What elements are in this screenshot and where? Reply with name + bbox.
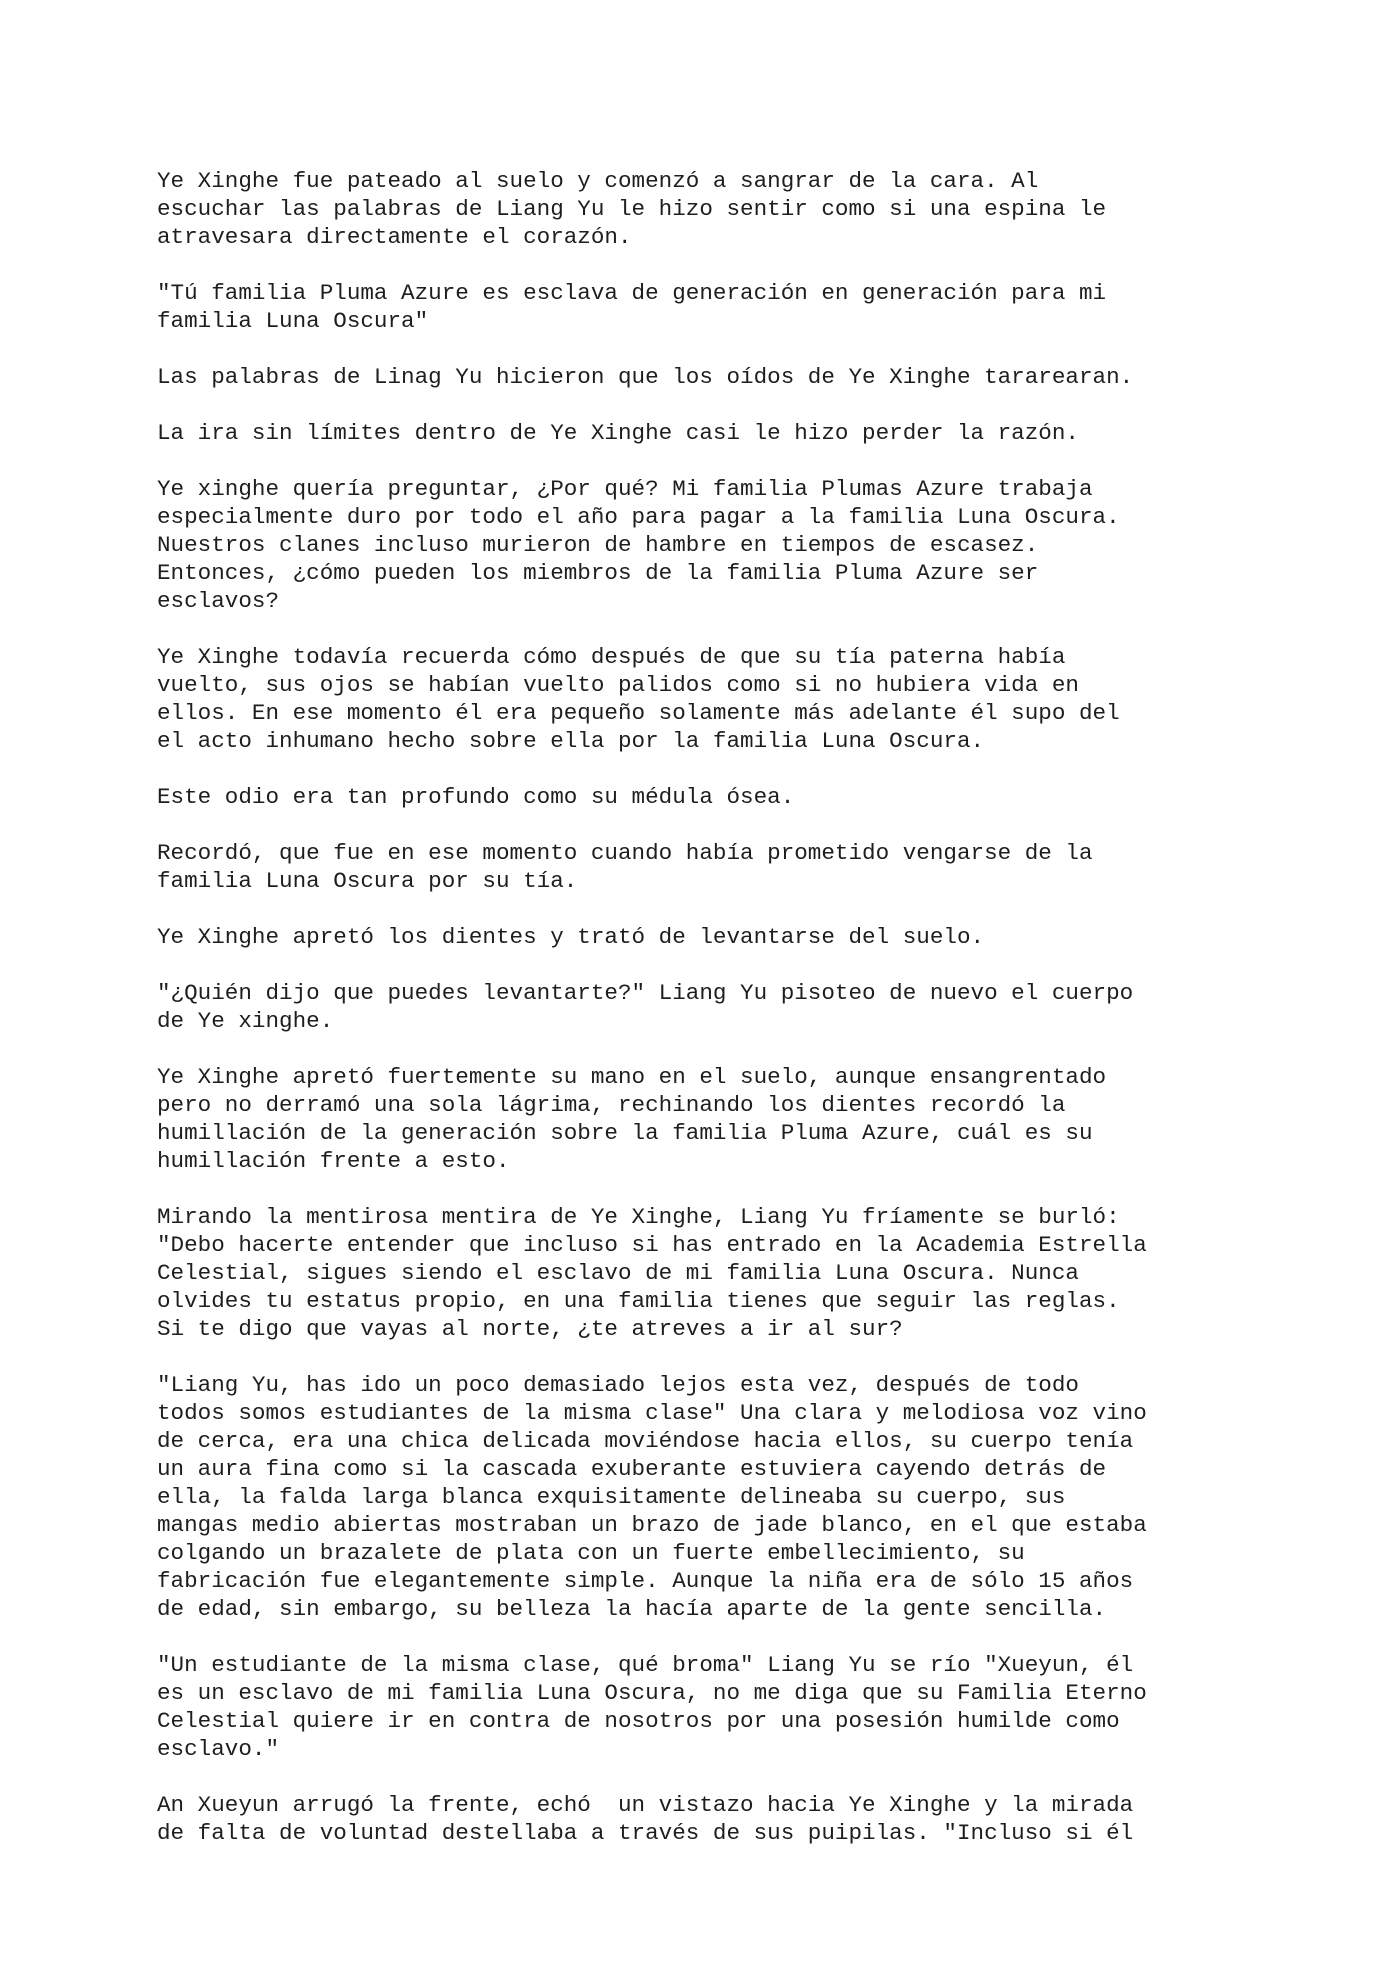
paragraph-4: La ira sin límites dentro de Ye Xinghe casi le hizo perder la razón. [157, 420, 1079, 446]
paragraph-7: Este odio era tan profundo como su médula ósea. [157, 784, 795, 810]
paragraph-10: "¿Quién dijo que puedes levantarte?" Liang Yu pisoteo de nuevo el cuerpo de Ye xinghe. [157, 980, 1134, 1034]
paragraph-11: Ye Xinghe apretó fuertemente su mano en el suelo, aunque ensangrentado pero no derramó una sola lágrima, rechinando los dientes recordó la humillación de la generación sobre la familia Pluma Azure, cuál es su humillación frente a esto. [157, 1064, 1107, 1174]
paragraph-8: Recordó, que fue en ese momento cuando había prometido vengarse de la familia Luna Oscura por su tía. [157, 840, 1093, 894]
document-body [157, 167, 1247, 1875]
paragraph-2: "Tú familia Pluma Azure es esclava de generación en generación para mi familia Luna Oscura" [157, 280, 1107, 334]
paragraph-13: "Liang Yu, has ido un poco demasiado lejos esta vez, después de todo todos somos estudiantes de la misma clase" Una clara y melodiosa voz vino de cerca, era una chica delicada moviéndose hacia ellos, su cuerpo tenía un aura fina como si la cascada exuberante estuviera cayendo detrás de ella, la falda larga blanca exquisitamente delineaba su cuerpo, sus mangas medio abiertas mostraban un brazo de jade blanco, en el que estaba colgando un brazalete de plata con un fuerte embellecimiento, su fabricación fue elegantemente simple. Aunque la niña era de sólo 15 años de edad, sin embargo, su belleza la hacía aparte de la gente sencilla. [157, 1372, 1147, 1622]
paragraph-1: Ye Xinghe fue pateado al suelo y comenzó a sangrar de la cara. Al escuchar las palabras de Liang Yu le hizo sentir como si una espina le atravesara directamente el corazón. [157, 168, 1107, 250]
paragraph-14: "Un estudiante de la misma clase, qué broma" Liang Yu se río "Xueyun, él es un esclavo de mi familia Luna Oscura, no me diga que su Familia Eterno Celestial quiere ir en contra de nosotros por una posesión humilde como esclavo." [157, 1652, 1147, 1762]
paragraph-6: Ye Xinghe todavía recuerda cómo después de que su tía paterna había vuelto, sus ojos se habían vuelto palidos como si no hubiera vida en ellos. En ese momento él era pequeño solamente más adelante él supo del el acto inhumano hecho sobre ella por la familia Luna Oscura. [157, 644, 1120, 754]
paragraph-12: Mirando la mentirosa mentira de Ye Xinghe, Liang Yu fríamente se burló: "Debo hacerte entender que incluso si has entrado en la Academia Estrella Celestial, sigues siendo el esclavo de mi familia Luna Oscura. Nunca olvides tu estatus propio, en una familia tienes que seguir las reglas. Si te digo que vayas al norte, ¿te atreves a ir al sur? [157, 1204, 1147, 1342]
paragraph-9: Ye Xinghe apretó los dientes y trató de levantarse del suelo. [157, 924, 985, 950]
paragraph-15: An Xueyun arrugó la frente, echó un vistazo hacia Ye Xinghe y la mirada de falta de voluntad destellaba a través de sus puipilas. "Incluso si él [157, 1792, 1134, 1846]
paragraph-3: Las palabras de Linag Yu hicieron que los oídos de Ye Xinghe tararearan. [157, 364, 1134, 390]
paragraph-5: Ye xinghe quería preguntar, ¿Por qué? Mi familia Plumas Azure trabaja especialmente duro por todo el año para pagar a la familia Luna Oscura. Nuestros clanes incluso murieron de hambre en tiempos de escasez. Entonces, ¿cómo pueden los miembros de la familia Pluma Azure ser esclavos? [157, 476, 1120, 614]
